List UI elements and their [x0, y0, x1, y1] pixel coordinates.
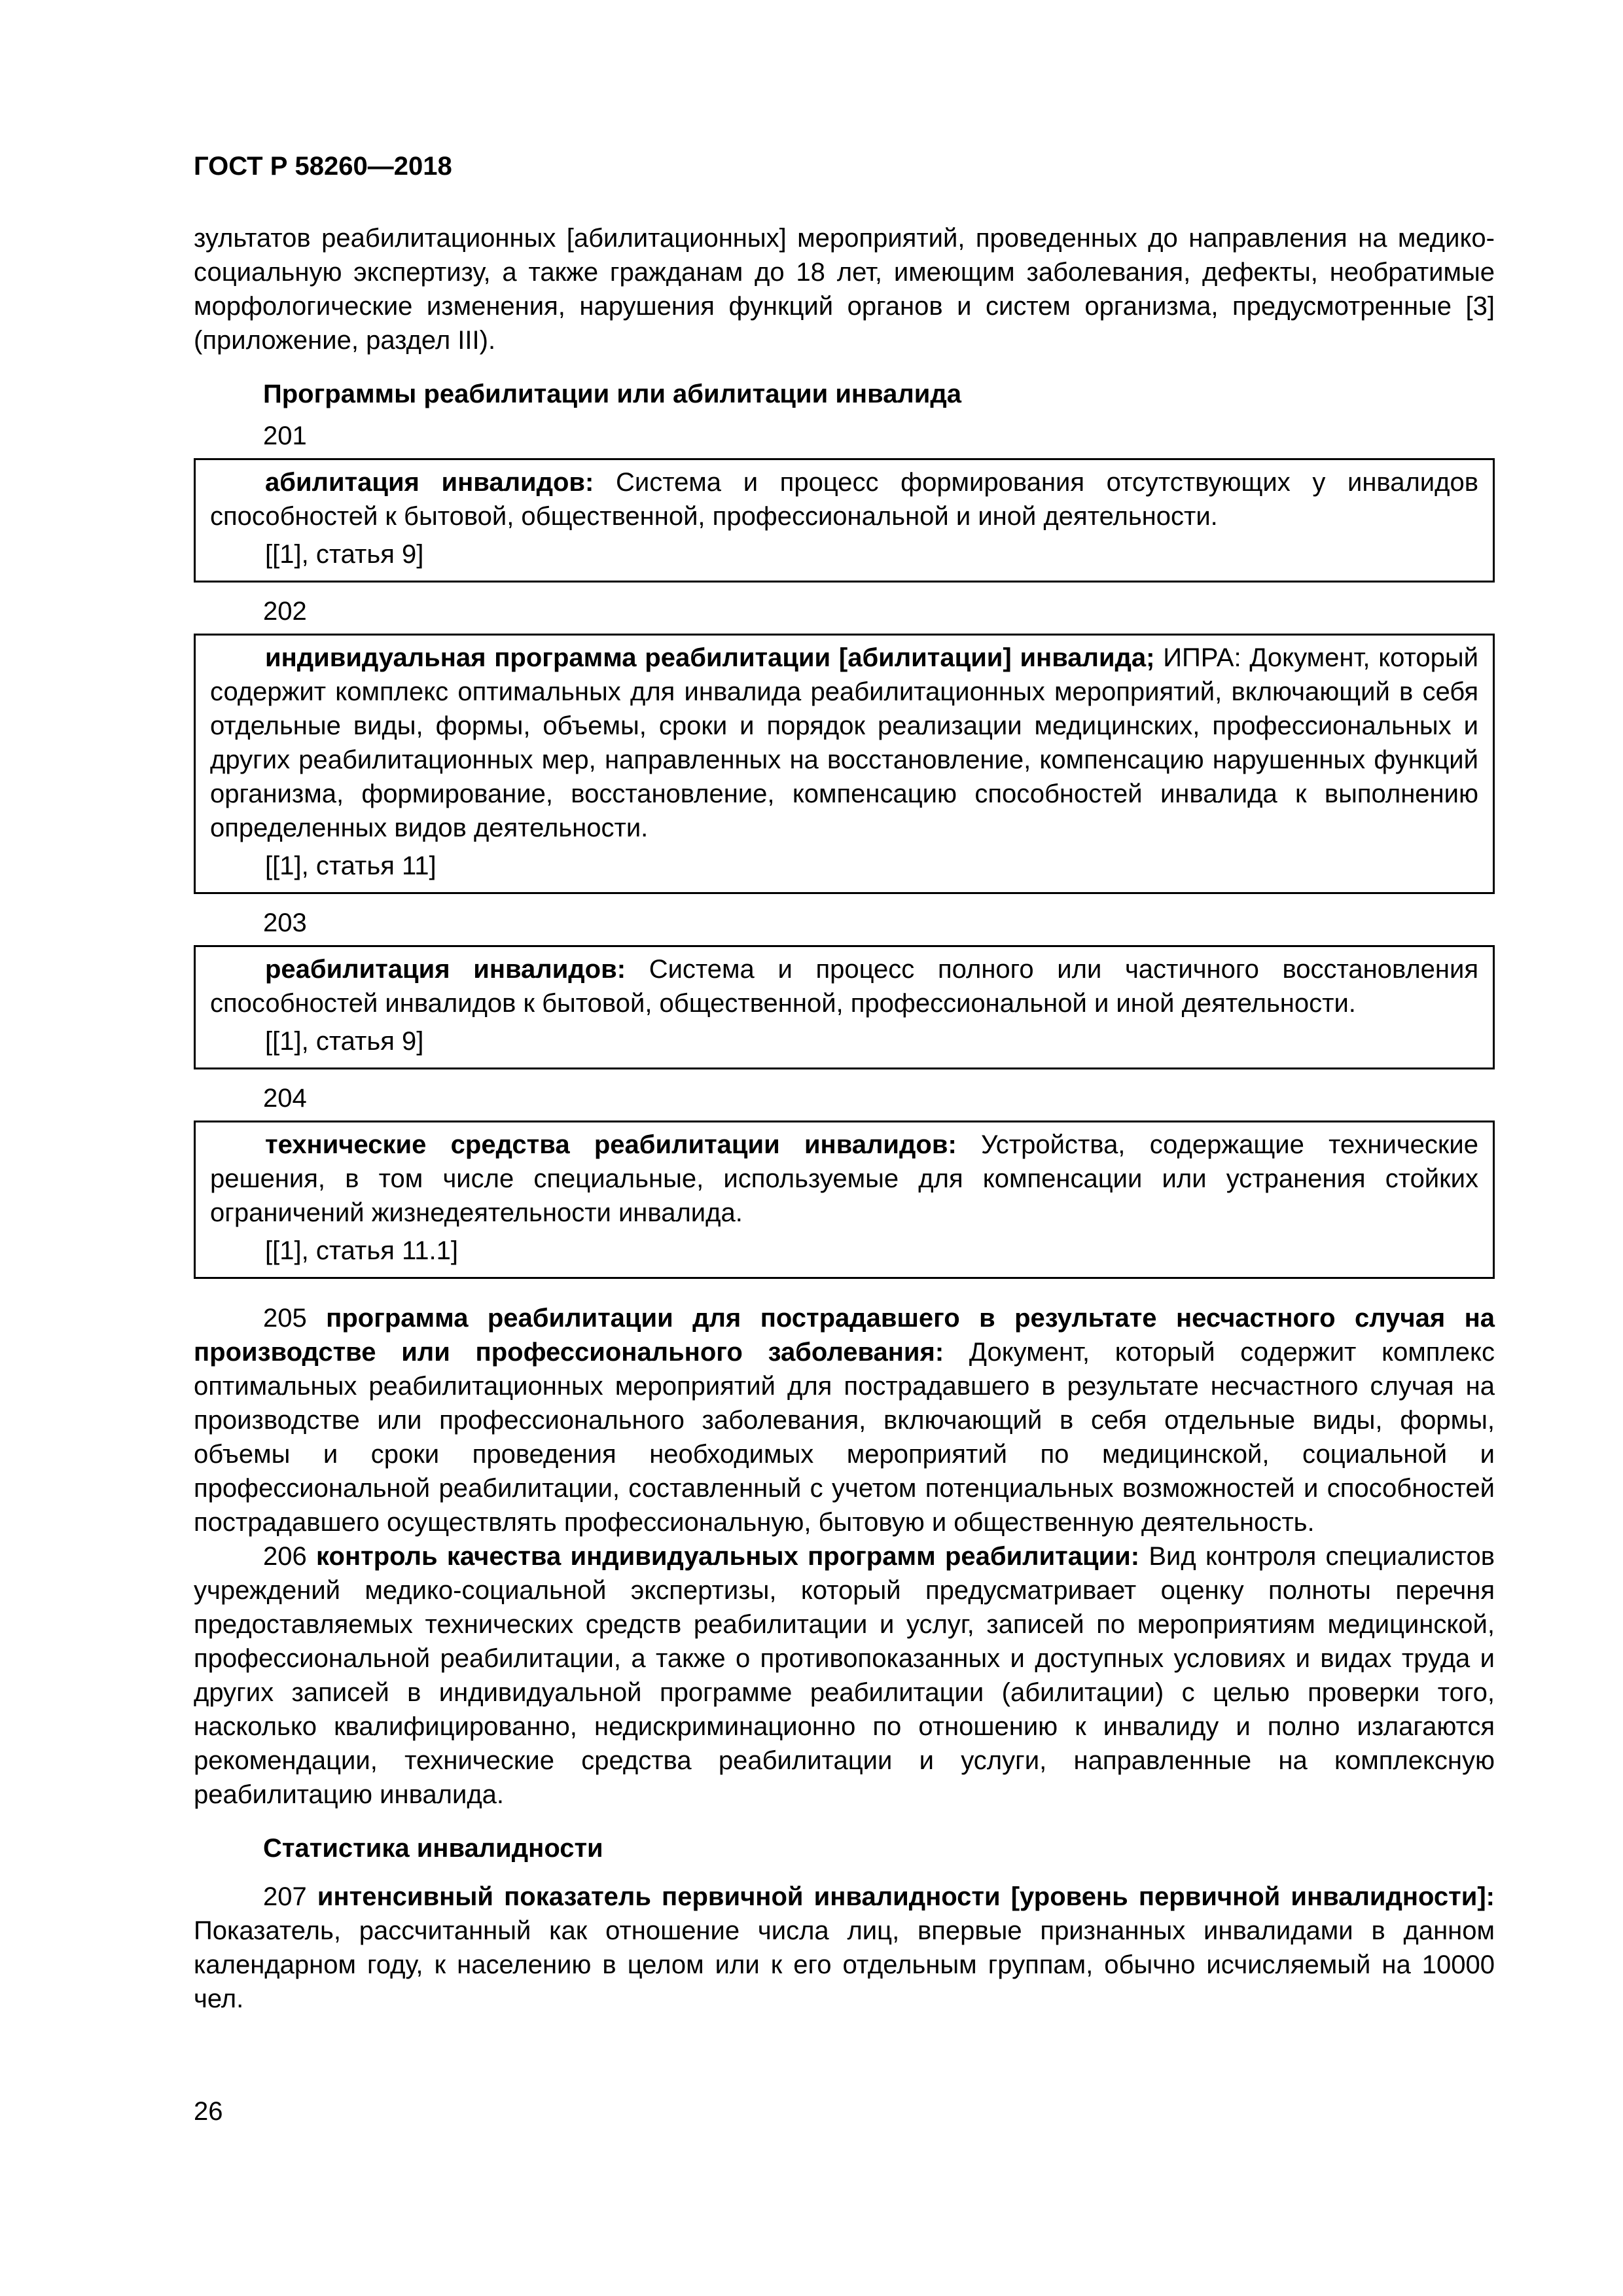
term-text: Вид контроля специалистов учреждений медико-социальной экспертизы, который предусматривает оценку полноты перечня предоставляемых технических средств реабилитации и услуг, записей по мероприятиям медицинской, профессиональной реабилитации, а также о противопоказанных и доступных условиях и видах труда и других записей в индивидуальной программе реабилитации (абилитации) с целью проверки того, насколько квалифицированно, недискриминационно по отношению к инвалиду и полно излагаются рекомендации, технические средства реабилитации и услуги, направленные на комплексную реабилитацию инвалида.	[194, 1542, 1495, 1809]
term-title: контроль качества индивидуальных программ реабилитации:	[316, 1542, 1140, 1571]
term-number: 207	[263, 1882, 317, 1911]
term-text: Устройства, содержащие технические решения, в том числе специальные, используемые для компенсации или устранения стойких ограничений жизнедеятельности инвалида.	[210, 1130, 1478, 1227]
term-number: 202	[263, 597, 307, 626]
term-title: программа реабилитации для пострадавшего в результате несчастного случая на производстве или профессионального заболевания:	[194, 1304, 1495, 1367]
term-box	[194, 945, 1495, 1069]
term-definition	[210, 465, 1478, 533]
section-title-programs: Программы реабилитации или абилитации инвалида	[263, 380, 962, 408]
term-paragraph	[194, 1539, 1495, 1812]
term-text: Показатель, рассчитанный как отношение числа лиц, впервые признанных инвалидами в данном календарном году, к населению в целом или к его отдельным группам, обычно исчисляемый на 10000 чел.	[194, 1916, 1495, 2013]
term-text: Система и процесс формирования отсутствующих у инвалидов способностей к бытовой, общественной, профессиональной и иной деятельности.	[210, 468, 1478, 531]
term-box	[194, 1121, 1495, 1279]
term-text: ИПРА: Документ, который содержит комплекс оптимальных для инвалида реабилитационных мероприятий, включающий в себя отдельные виды, формы, объемы, сроки и порядок реализации медицинских, профессиональных и других реабилитационных мер, направленных на восстановление, компенсацию нарушенных функций организма, формирование, восстановление, компенсацию способностей инвалида к выполнению определенных видов деятельности.	[210, 643, 1479, 842]
term-definition	[210, 952, 1478, 1020]
term-number: 205	[263, 1304, 327, 1333]
term-source: [[1], статья 9]	[265, 1027, 424, 1056]
term-number: 204	[263, 1084, 307, 1113]
document-header: ГОСТ Р 58260—2018	[194, 152, 452, 181]
term-definition	[210, 641, 1478, 845]
page-content	[194, 221, 1495, 2016]
term-title: реабилитация инвалидов:	[265, 955, 626, 984]
term-title: абилитация инвалидов:	[265, 468, 594, 497]
term-source: [[1], статья 11]	[265, 852, 437, 880]
term-title: технические средства реабилитации инвалидов:	[265, 1130, 957, 1159]
term-text: Документ, который содержит комплекс оптимальных реабилитационных мероприятий для пострадавшего в результате несчастного случая на производстве или профессионального заболевания, включающий в себя отдельные виды, формы, объемы и сроки проведения необходимых мероприятий по медицинской, социальной и профессиональной реабилитации, составленный с учетом потенциальных возможностей и способностей пострадавшего осуществлять профессиональную, бытовую и общественную деятельность.	[194, 1338, 1495, 1537]
term-title: интенсивный показатель первичной инвалидности [уровень первичной инвалидности]:	[317, 1882, 1495, 1911]
term-title: индивидуальная программа реабилитации [абилитации] инвалида;	[265, 643, 1155, 672]
page-number: 26	[194, 2097, 223, 2126]
term-number: 201	[263, 422, 307, 450]
term-number: 203	[263, 908, 307, 937]
term-box	[194, 634, 1495, 894]
term-definition	[210, 1128, 1478, 1230]
section-title-statistics: Статистика инвалидности	[263, 1834, 603, 1863]
term-number: 206	[263, 1542, 317, 1571]
intro-paragraph: зультатов реабилитационных [абилитационных] мероприятий, проведенных до направления на медико-социальную экспертизу, а также гражданам до 18 лет, имеющим заболевания, дефекты, необратимые морфологические изменения, нарушения функций органов и систем организма, предусмотренные [3] (приложение, раздел III).	[194, 224, 1495, 355]
term-text: Система и процесс полного или частичного восстановления способностей инвалидов к бытовой, общественной, профессиональной и иной деятельности.	[210, 955, 1479, 1018]
term-source: [[1], статья 9]	[265, 540, 424, 569]
term-box	[194, 458, 1495, 583]
term-paragraph	[194, 1301, 1495, 1539]
term-paragraph	[194, 1880, 1495, 2016]
term-source: [[1], статья 11.1]	[265, 1236, 458, 1265]
